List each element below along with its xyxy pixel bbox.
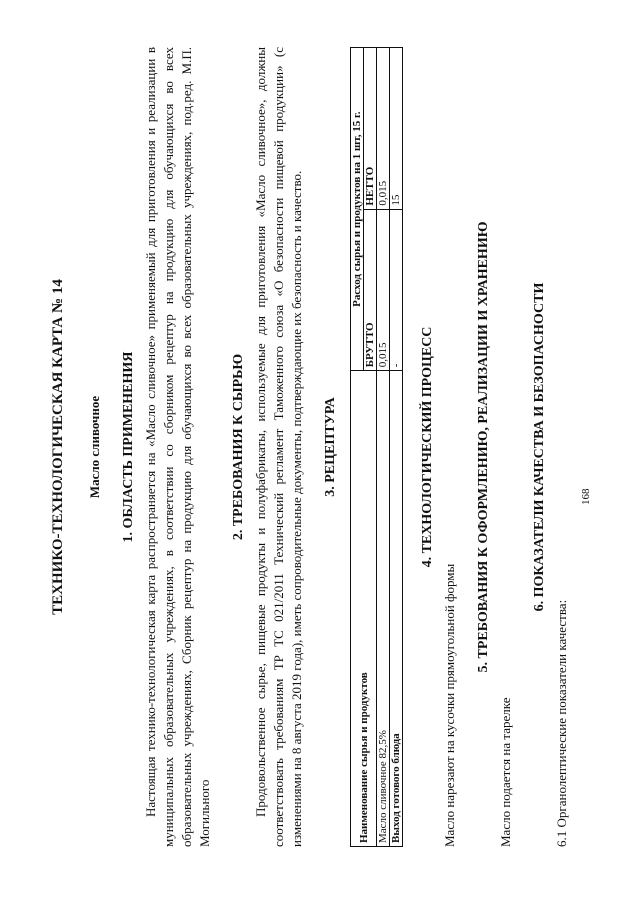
col-header-group: Расход сырья и продуктов на 1 шт, 15 г. (351, 48, 364, 371)
ingredient-netto: 0,015 (377, 48, 390, 210)
document-title: ТЕХНИКО-ТЕХНОЛОГИЧЕСКАЯ КАРТА № 14 (50, 279, 66, 615)
recipe-table (350, 47, 403, 847)
col-header-name: Наименование сырья и продуктов (351, 371, 377, 847)
section-2-heading: 2. ТРЕБОВАНИЯ К СЫРЬЮ (231, 353, 246, 541)
section-6-heading: 6. ПОКАЗАТЕЛИ КАЧЕСТВА И БЕЗОПАСНОСТИ (532, 282, 547, 612)
tech-card-body (48, 47, 571, 847)
section-2-text: Продовольственное сырье, пищевые продукты и полуфабрикаты, используемые для приготовления «Масло сливочное», должны соответствовать требованиям ТР ТС 021/2011 Технический регламент Таможенного союза «О безопасности пищевой продукции» (с изменениями на 8 августа 2019 года), иметь сопроводительные документы, подтверждающие их безопасность и качество. (253, 47, 304, 847)
col-header-netto: НЕТТО (364, 48, 377, 210)
section-6-text: 6.1 Органолептические показатели качества: (554, 599, 569, 847)
section-4-heading: 4. ТЕХНОЛОГИЧЕСКИЙ ПРОЦЕСС (420, 326, 435, 568)
section-1-text: Настоящая технико-технологическая карта распространяется на «Масло сливочное» применяемый для приготовления и реализации в муниципальных образовательных учреждениях, в соответствии со сборником рецептур на продукцию для обучающихся во всех образовательных учреждениях, Сборник рецептур на продукцию для обучающихся во всех образовательных учреждениях, под.ред. М.П. Могильного (143, 47, 212, 847)
table-row (390, 48, 403, 847)
table-row (377, 48, 390, 847)
yield-label: Выход готового блюда (390, 371, 403, 847)
section-4-text: Масло нарезают на кусочки прямоугольной формы (442, 563, 457, 847)
table-header-row (351, 48, 364, 847)
dish-name: Масло сливочное (87, 395, 102, 499)
page-number: 168 (580, 488, 592, 505)
section-5-heading: 5. ТРЕБОВАНИЯ К ОФОРМЛЕНИЮ, РЕАЛИЗАЦИИ И ХРАНЕНИЮ (476, 221, 491, 673)
col-header-brutto: БРУТТО (364, 209, 377, 371)
ingredient-brutto: 0,015 (377, 209, 390, 371)
section-3-heading: 3. РЕЦЕПТУРА (323, 397, 338, 497)
yield-brutto: - (390, 209, 403, 371)
yield-netto: 15 (390, 48, 403, 210)
ingredient-name: Масло сливочное 82,5% (377, 371, 390, 847)
section-5-text: Масло подается на тарелке (498, 697, 513, 847)
recipe-table-wrap (350, 47, 403, 847)
section-1-heading: 1. ОБЛАСТЬ ПРИМЕНЕНИЯ (121, 351, 136, 543)
